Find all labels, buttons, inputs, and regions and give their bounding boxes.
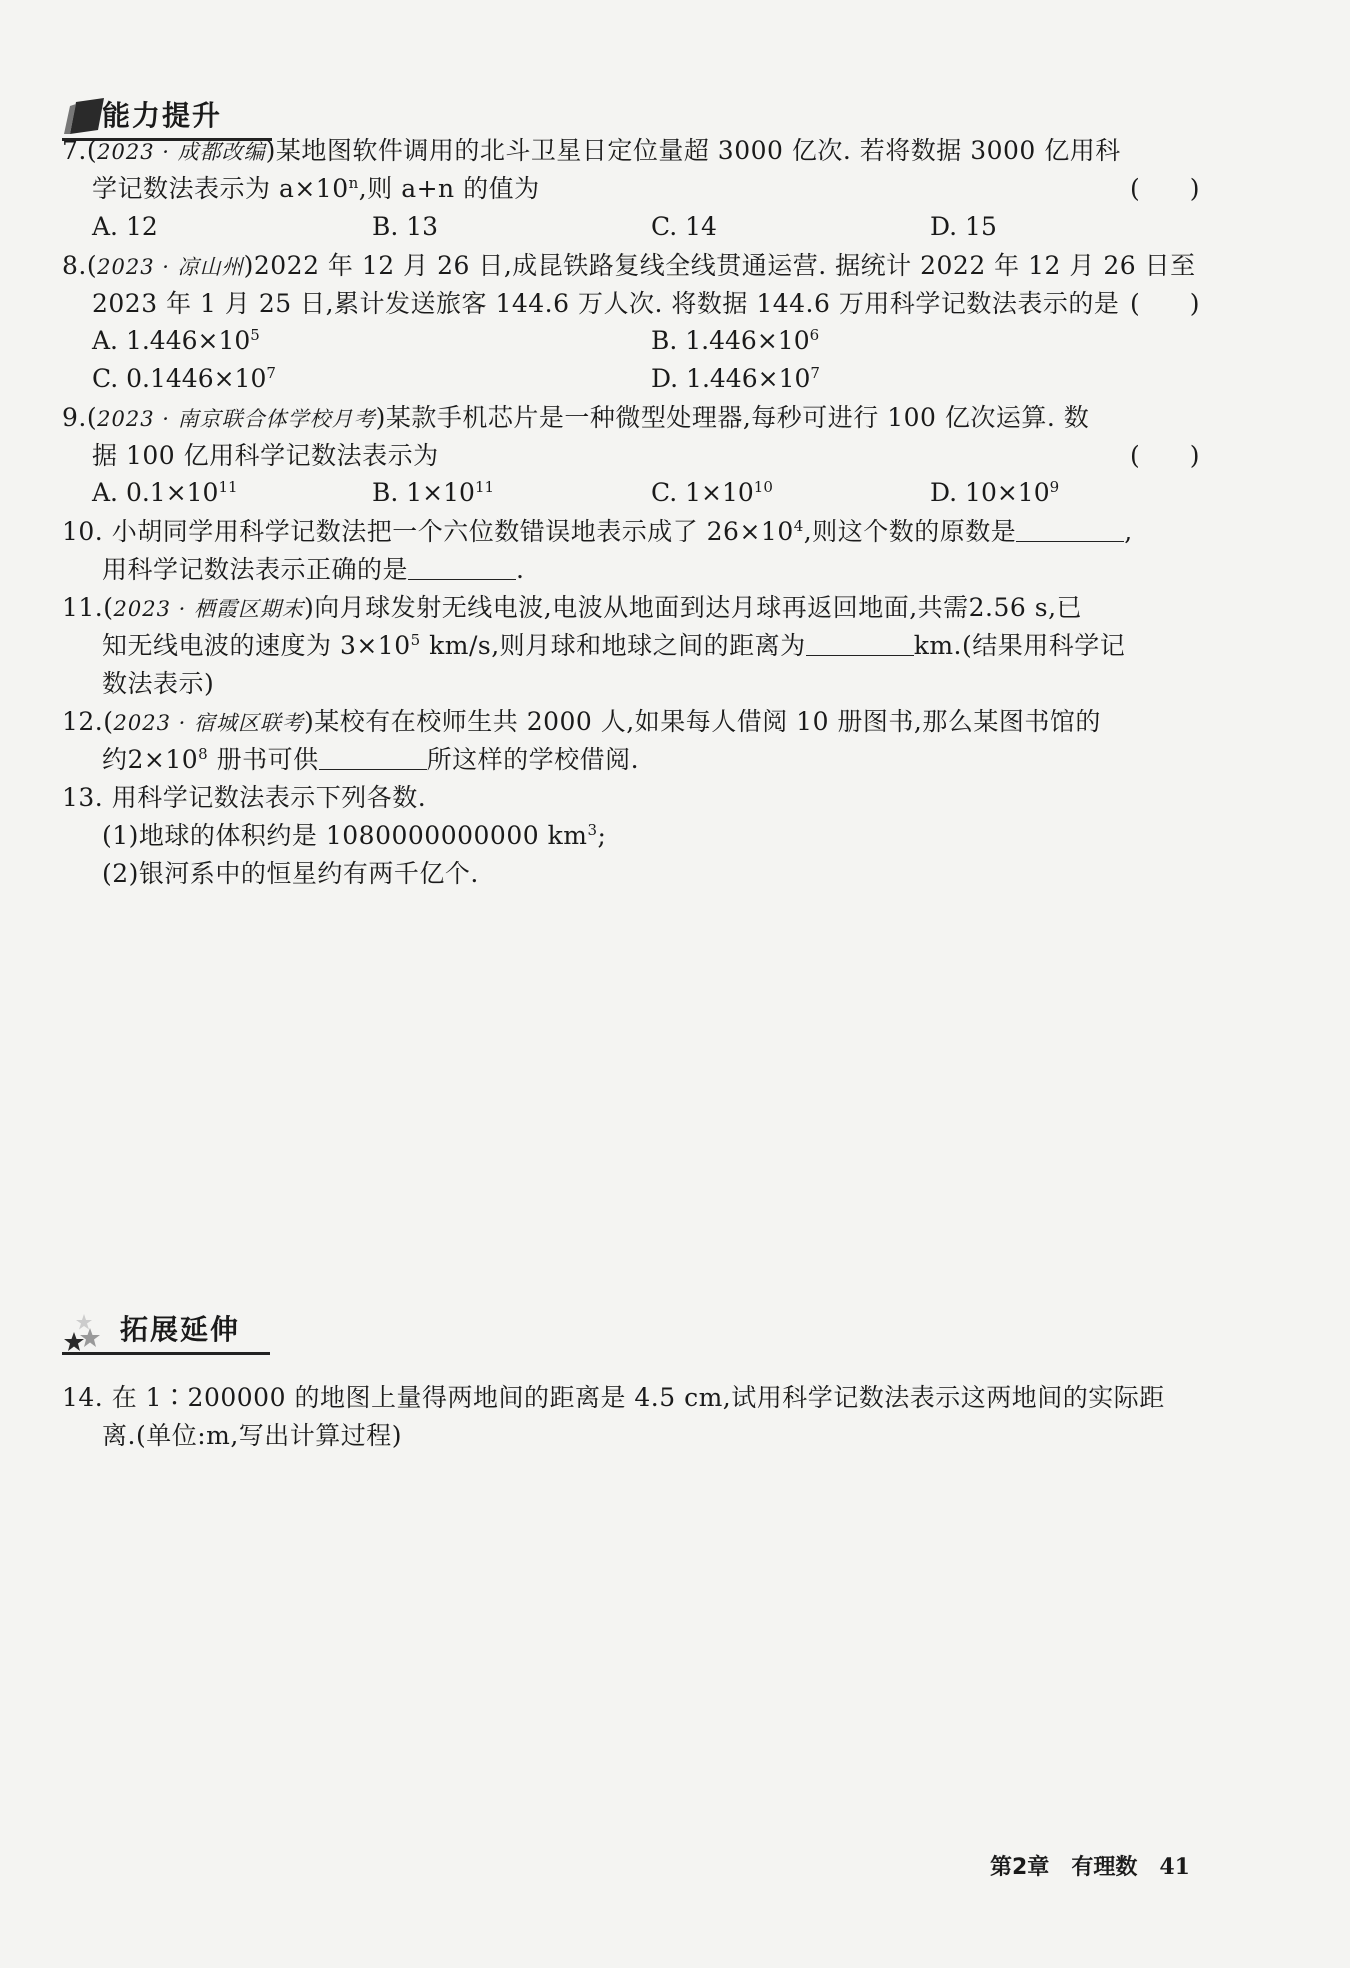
q12-line2: 约$2\times 10^8$ 册书可供 所这样的学校借阅. (102, 745, 640, 774)
q9-option-a: A. $0.1\times 10^{11}$ (92, 478, 238, 507)
section-title: 拓展延伸 (120, 1313, 241, 1346)
q7-line2: 学记数法表示为 $a\times 10^n$,则 a+n 的值为 (92, 174, 540, 203)
q8-line1: 8.(2023 · 凉山州)2022 年 12 月 26 日,成昆铁路复线全线贯通运营. 据统计 2022 年 12 月 26 日至 (62, 251, 1196, 280)
q9-answer-paren: ( ) (1130, 441, 1200, 470)
section-header-extension (62, 1306, 270, 1355)
q8-source: 2023 · 凉山州 (97, 255, 244, 279)
chapter-title: 有理数 (1071, 1855, 1138, 1880)
q12-answer-blank[interactable] (319, 745, 427, 770)
q9-source: 2023 · 南京联合体学校月考 (97, 407, 376, 431)
chapter-number: 第2章 (990, 1855, 1050, 1880)
q8-option-b: B. $1.446\times 10^6$ (651, 326, 820, 355)
q10-line1: 10. 小胡同学用科学记数法把一个六位数错误地表示成了 $26\times 10^4$,则这个数的原数是 , (62, 517, 1133, 546)
page-footer (990, 1850, 1212, 1881)
q7-option-b: B. 13 (372, 212, 439, 241)
q7-source: 2023 · 成都改编 (97, 140, 266, 164)
q12-line1: 12.(2023 · 宿城区联考)某校有在校师生共 2000 人,如果每人借阅 10 册图书,那么某图书馆的 (62, 707, 1101, 736)
q11-line1: 11.(2023 · 栖霞区期末)向月球发射无线电波,电波从地面到达月球再返回地面,共需2.56 s,已 (62, 593, 1083, 622)
q8-option-c: C. $0.1446\times 10^7$ (92, 364, 276, 393)
q10-answer-blank-1[interactable] (1016, 517, 1124, 542)
q13-sub2: (2)银河系中的恒星约有两千亿个. (102, 859, 479, 888)
q9-option-d: D. $10\times 10^9$ (930, 478, 1060, 507)
q11-line2: 知无线电波的速度为 $3\times 10^5$ km/s,则月球和地球之间的距离为 km.(结果用科学记 (102, 631, 1126, 660)
q10-answer-blank-2[interactable] (408, 555, 516, 580)
q9-line1: 9.(2023 · 南京联合体学校月考)某款手机芯片是一种微型处理器,每秒可进行 100 亿次运算. 数 (62, 403, 1090, 432)
q12-source: 2023 · 宿城区联考 (113, 711, 304, 735)
q13-line1: 13. 用科学记数法表示下列各数. (62, 783, 427, 812)
q9-line2: 据 100 亿用科学记数法表示为 (92, 441, 439, 470)
q7-line1: 7.(2023 · 成都改编)某地图软件调用的北斗卫星日定位量超 3000 亿次. 若将数据 3000 亿用科 (62, 136, 1121, 165)
q14-line2: 离.(单位:m,写出计算过程) (102, 1421, 403, 1450)
q8-option-d: D. $1.446\times 10^7$ (651, 364, 820, 393)
q11-answer-blank[interactable] (806, 631, 914, 656)
q8-line2: 2023 年 1 月 25 日,累计发送旅客 144.6 万人次. 将数据 144.6 万用科学记数法表示的是 (92, 289, 1120, 318)
q11-line3: 数法表示) (102, 669, 215, 698)
q13-sub1: (1)地球的体积约是 1080000000000 $km^3$; (102, 821, 607, 850)
q7-option-c: C. 14 (651, 212, 717, 241)
q8-option-a: A. $1.446\times 10^5$ (92, 326, 260, 355)
q7-option-d: D. 15 (930, 212, 997, 241)
q9-option-b: B. $1\times 10^{11}$ (372, 478, 495, 507)
q10-line2: 用科学记数法表示正确的是 . (102, 555, 525, 584)
page-number: 41 (1159, 1854, 1190, 1880)
q9-option-c: C. $1\times 10^{10}$ (651, 478, 773, 507)
stars-icon (62, 1312, 110, 1352)
q7-answer-paren: ( ) (1130, 174, 1200, 203)
section-badge-icon (62, 94, 106, 138)
q14-line1: 14. 在 1∶200000 的地图上量得两地间的距离是 4.5 cm,试用科学记数法表示这两地间的实际距 (62, 1383, 1165, 1412)
q11-source: 2023 · 栖霞区期末 (113, 597, 304, 621)
q7-option-a: A. 12 (92, 212, 158, 241)
q8-answer-paren: ( ) (1130, 289, 1200, 318)
section-title: 能力提升 (102, 99, 223, 132)
